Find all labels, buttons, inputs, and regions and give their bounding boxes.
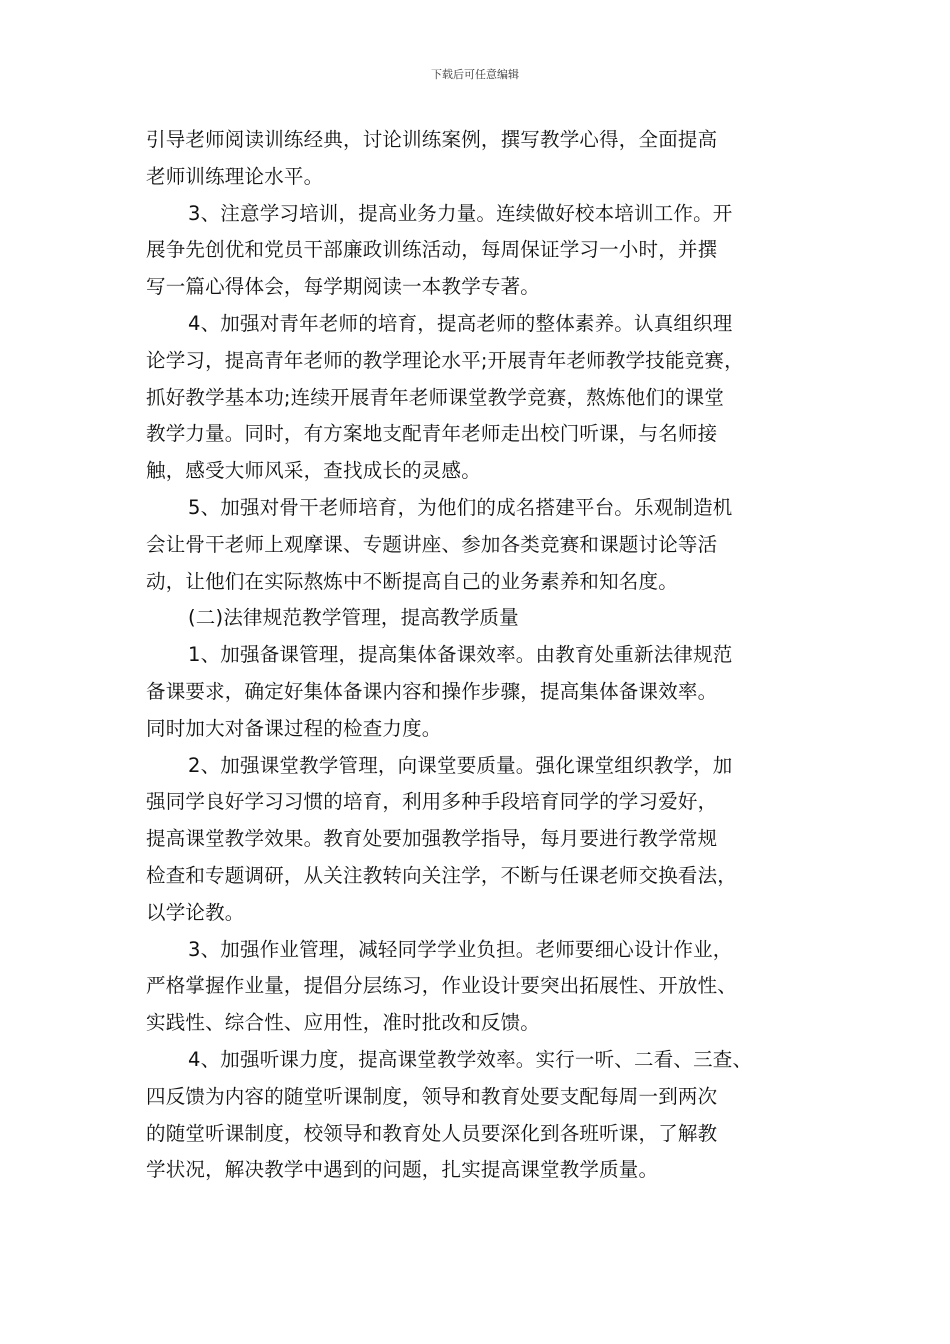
text-line: 引导老师阅读训练经典，讨论训练案例，撰写教学心得，全面提高	[146, 128, 718, 151]
text-line: 学状况，解决教学中遇到的问题，扎实提高课堂教学质量。	[146, 1158, 659, 1182]
text-line: 动，让他们在实际熬炼中不断提高自己的业务素养和知名度。	[146, 569, 678, 593]
text-line: 实践性、综合性、应用性，准时批改和反馈。	[146, 1011, 541, 1035]
text-line: 写一篇心得体会，每学期阅读一本教学专著。	[146, 275, 541, 299]
text-line: 论学习，提高青年老师的教学理论水平;开展青年老师教学技能竞赛，	[146, 348, 744, 372]
text-line: 3、注意学习培训，提高业务力量。连续做好校本培训工作。开	[188, 201, 733, 225]
text-line: 2、加强课堂教学管理，向课堂要质量。强化课堂组织教学，加	[188, 753, 733, 777]
text-line: 同时加大对备课过程的检查力度。	[146, 716, 442, 740]
page-header-note: 下载后可任意编辑	[431, 68, 519, 81]
text-line: 强同学良好学习习惯的培育，利用多种手段培育同学的学习爱好，	[146, 790, 718, 814]
text-line: (二)法律规范教学管理，提高教学质量	[188, 606, 519, 630]
text-line: 老师训练理论水平。	[146, 164, 324, 188]
text-line: 3、加强作业管理，减轻同学学业负担。老师要细心设计作业，	[188, 937, 733, 961]
text-line: 提高课堂教学效果。教育处要加强教学指导，每月要进行教学常规	[146, 827, 718, 851]
text-line: 检查和专题调研，从关注教转向关注学，不断与任课老师交换看法，	[146, 863, 738, 887]
text-line: 的随堂听课制度，校领导和教育处人员要深化到各班听课，了解教	[146, 1121, 718, 1145]
text-line: 以学论教。	[146, 900, 245, 924]
text-line: 触，感受大师风采，查找成长的灵感。	[146, 459, 481, 483]
text-line: 四反馈为内容的随堂听课制度，领导和教育处要支配每周一到两次	[146, 1084, 718, 1108]
text-line: 备课要求，确定好集体备课内容和操作步骤，提高集体备课效率。	[146, 679, 718, 703]
text-line: 展争先创优和党员干部廉政训练活动，每周保证学习一小时，并撰	[146, 238, 718, 262]
text-line: 会让骨干老师上观摩课、专题讲座、参加各类竞赛和课题讨论等活	[146, 532, 718, 556]
text-line: 4、加强听课力度，提高课堂教学效率。实行一听、二看、三查、	[188, 1047, 753, 1071]
text-line: 5、加强对骨干老师培育，为他们的成名搭建平台。乐观制造机	[188, 495, 733, 519]
document-body	[146, 122, 826, 1189]
text-line: 4、加强对青年老师的培育，提高老师的整体素养。认真组织理	[188, 311, 733, 335]
text-line: 1、加强备课管理，提高集体备课效率。由教育处重新法律规范	[188, 643, 733, 667]
text-line: 严格掌握作业量，提倡分层练习，作业设计要突出拓展性、开放性、	[146, 974, 738, 998]
text-line: 抓好教学基本功;连续开展青年老师课堂教学竞赛，熬炼他们的课堂	[146, 385, 725, 409]
text-line: 教学力量。同时，有方案地支配青年老师走出校门听课，与名师接	[146, 422, 718, 446]
